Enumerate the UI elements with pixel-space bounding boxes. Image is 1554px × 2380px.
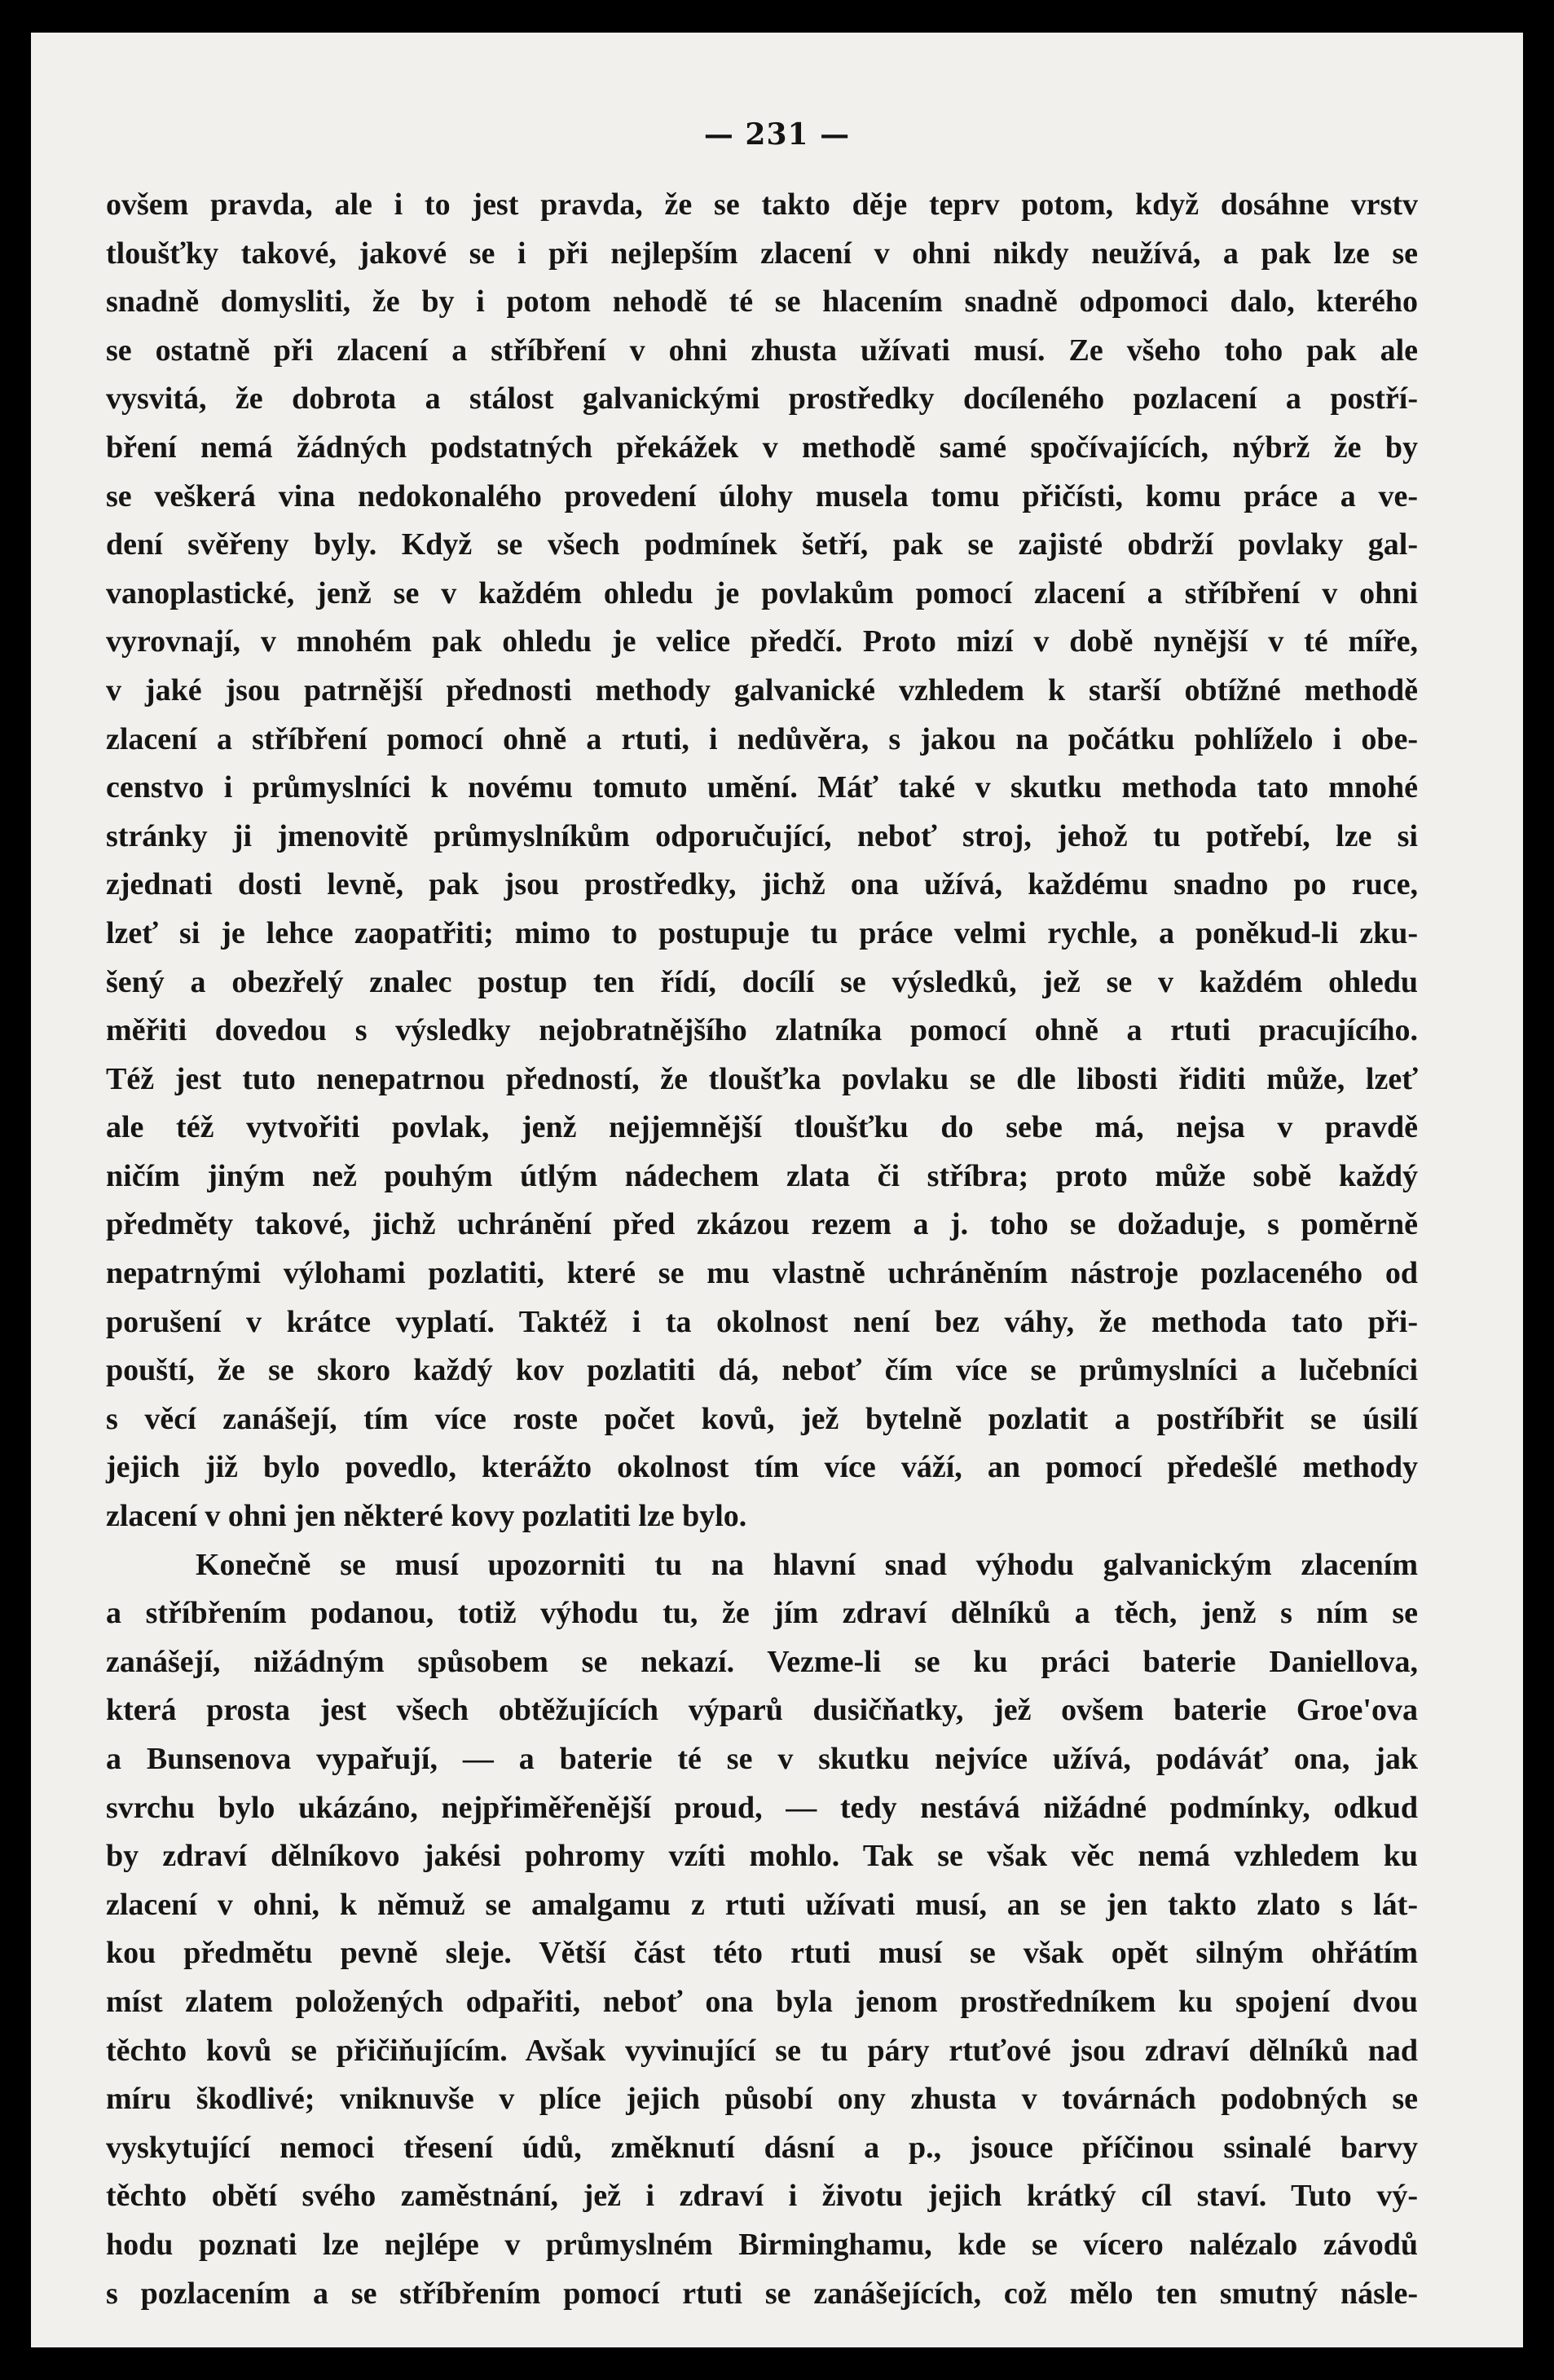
text-line: zlacení a stříbření pomocí ohně a rtuti, i nedůvěra, s jakou na počátku pohlíželo i obe-: [106, 721, 1418, 756]
text-line: zjednati dosti levně, pak jsou prostředky, jichž ona užívá, každému snadno po ruce,: [106, 867, 1418, 902]
text-line: těchto obětí svého zaměstnání, jež i zdraví i životu jejich krátký cíl staví. Tuto vý-: [106, 2179, 1418, 2214]
text-line: vyrovnají, v mnohém pak ohledu je velice předčí. Proto mizí v době nynější v té míře,: [106, 624, 1418, 659]
text-line: se veškerá vina nedokonalého provedení úlohy musela tomu přičísti, komu práce a ve-: [106, 478, 1418, 513]
text-line: Též jest tuto nenepatrnou předností, že tloušťka povlaku se dle libosti řiditi může, lzeť: [106, 1061, 1418, 1096]
text-line: pouští, že se skoro každý kov pozlatiti dá, neboť čím více se průmyslníci a lučebníci: [106, 1353, 1418, 1388]
text-line: s pozlacením a se stříbřením pomocí rtuti se zanášejících, což mělo ten smutný násle-: [106, 2276, 1418, 2311]
text-line: měřiti dovedou s výsledky nejobratnějšího zlatníka pomocí ohně a rtuti pracujícího.: [106, 1013, 1418, 1048]
text-line: by zdraví dělníkovo jakési pohromy vzíti mohlo. Tak se však věc nemá vzhledem ku: [106, 1839, 1418, 1874]
text-line: se ostatně při zlacení a stříbření v ohni zhusta užívati musí. Ze všeho toho pak ale: [106, 333, 1418, 368]
text-line: vanoplastické, jenž se v každém ohledu je povlakům pomocí zlacení a stříbření v ohni: [106, 575, 1418, 610]
text-line: zlacení v ohni jen některé kovy pozlatiti lze bylo.: [106, 1499, 747, 1534]
text-line: míst zlatem položených odpařiti, neboť ona byla jenom prostředníkem ku spojení dvou: [106, 1984, 1418, 2019]
text-line: censtvo i průmyslníci k novému tomuto umění. Máť také v skutku methoda tato mnohé: [106, 770, 1418, 805]
paragraph: [106, 181, 1418, 1541]
text-line: ovšem pravda, ale i to jest pravda, že se takto děje teprv potom, když dosáhne vrstv: [106, 187, 1418, 222]
text-line: lzeť si je lehce zaopatřiti; mimo to postupuje tu práce velmi rychle, a poněkud-li zku-: [106, 915, 1418, 950]
text-line: šený a obezřelý znalec postup ten řídí, docílí se výsledků, jež se v každém ohledu: [106, 964, 1418, 999]
body-text: [106, 181, 1418, 2318]
text-line: míru škodlivé; vniknuvše v plíce jejich působí ony zhusta v továrnách podobných se: [106, 2082, 1418, 2117]
text-line: ničím jiným než pouhým útlým nádechem zlata či stříbra; proto může sobě každý: [106, 1158, 1418, 1193]
text-line: hodu poznati lze nejlépe v průmyslném Birminghamu, kde se vícero nalézalo závodů: [106, 2227, 1418, 2262]
text-line: svrchu bylo ukázáno, nejpřiměřenější proud, — tedy nestává nižádné podmínky, odkud: [106, 1790, 1418, 1825]
text-line: která prosta jest všech obtěžujících výparů dusičňatky, jež ovšem baterie Groe'ova: [106, 1693, 1418, 1728]
page-number: — 231 —: [703, 117, 851, 152]
text-line: těchto kovů se přičiňujícím. Avšak vyvinující se tu páry rtuťové jsou zdraví dělníků nad: [106, 2033, 1418, 2068]
text-line: a Bunsenova vypařují, — a baterie té se v skutku nejvíce užívá, podáváť ona, jak: [106, 1742, 1418, 1776]
text-line: zanášejí, nižádným spůsobem se nekazí. Vezme-li se ku práci baterie Daniellova,: [106, 1644, 1418, 1679]
text-line: dení svěřeny byly. Když se všech podmínek šetří, pak se zajisté obdrží povlaky gal-: [106, 527, 1418, 562]
text-line: nepatrnými výlohami pozlatiti, které se mu vlastně uchráněním nástroje pozlaceného od: [106, 1256, 1418, 1291]
text-line: vysvitá, že dobrota a stálost galvanickými prostředky docíleného pozlacení a postří-: [106, 381, 1418, 416]
text-line: vyskytující nemoci třesení údů, změknutí dásní a p., jsouce příčinou ssinalé barvy: [106, 2130, 1418, 2165]
text-line: stránky ji jmenovitě průmyslníkům odporučující, neboť stroj, jehož tu potřebí, lze si: [106, 818, 1418, 853]
text-line: snadně domysliti, že by i potom nehodě té se hlacením snadně odpomoci dalo, kterého: [106, 284, 1418, 320]
text-line: porušení v krátce vyplatí. Taktéž i ta okolnost není bez váhy, že methoda tato při-: [106, 1304, 1418, 1339]
paragraph: [106, 1541, 1418, 2319]
text-line: ale též vytvořiti povlak, jenž nejjemnější tloušťku do sebe má, nejsa v pravdě: [106, 1110, 1418, 1145]
text-line: bření nemá žádných podstatných překážek v methodě samé spočívajících, nýbrž že by: [106, 430, 1418, 465]
text-line: a stříbřením podanou, totiž výhodu tu, že jím zdraví dělníků a těch, jenž s ním se: [106, 1596, 1418, 1631]
text-line: jejich již bylo povedlo, kterážto okolnost tím více váží, an pomocí předešlé methody: [106, 1450, 1418, 1485]
text-line: předměty takové, jichž uchránění před zkázou rezem a j. toho se dožaduje, s poměrně: [106, 1207, 1418, 1242]
text-line: v jaké jsou patrnější přednosti methody galvanické vzhledem k starší obtížné methodě: [106, 672, 1418, 707]
text-line: kou předmětu pevně sleje. Větší část této rtuti musí se však opět silným ohřátím: [106, 1936, 1418, 1971]
scanned-page: [31, 33, 1523, 2347]
text-line: tloušťky takové, jakové se i při nejlepším zlacení v ohni nikdy neužívá, a pak lze se: [106, 236, 1418, 271]
text-line: Konečně se musí upozorniti tu na hlavní snad výhodu galvanickým zlacením: [196, 1547, 1418, 1582]
text-line: zlacení v ohni, k němuž se amalgamu z rtuti užívati musí, an se jen takto zlato s lát-: [106, 1887, 1418, 1922]
text-line: s věcí zanášejí, tím více roste počet kovů, jež bytelně pozlatit a postříbřit se úsilí: [106, 1401, 1418, 1436]
